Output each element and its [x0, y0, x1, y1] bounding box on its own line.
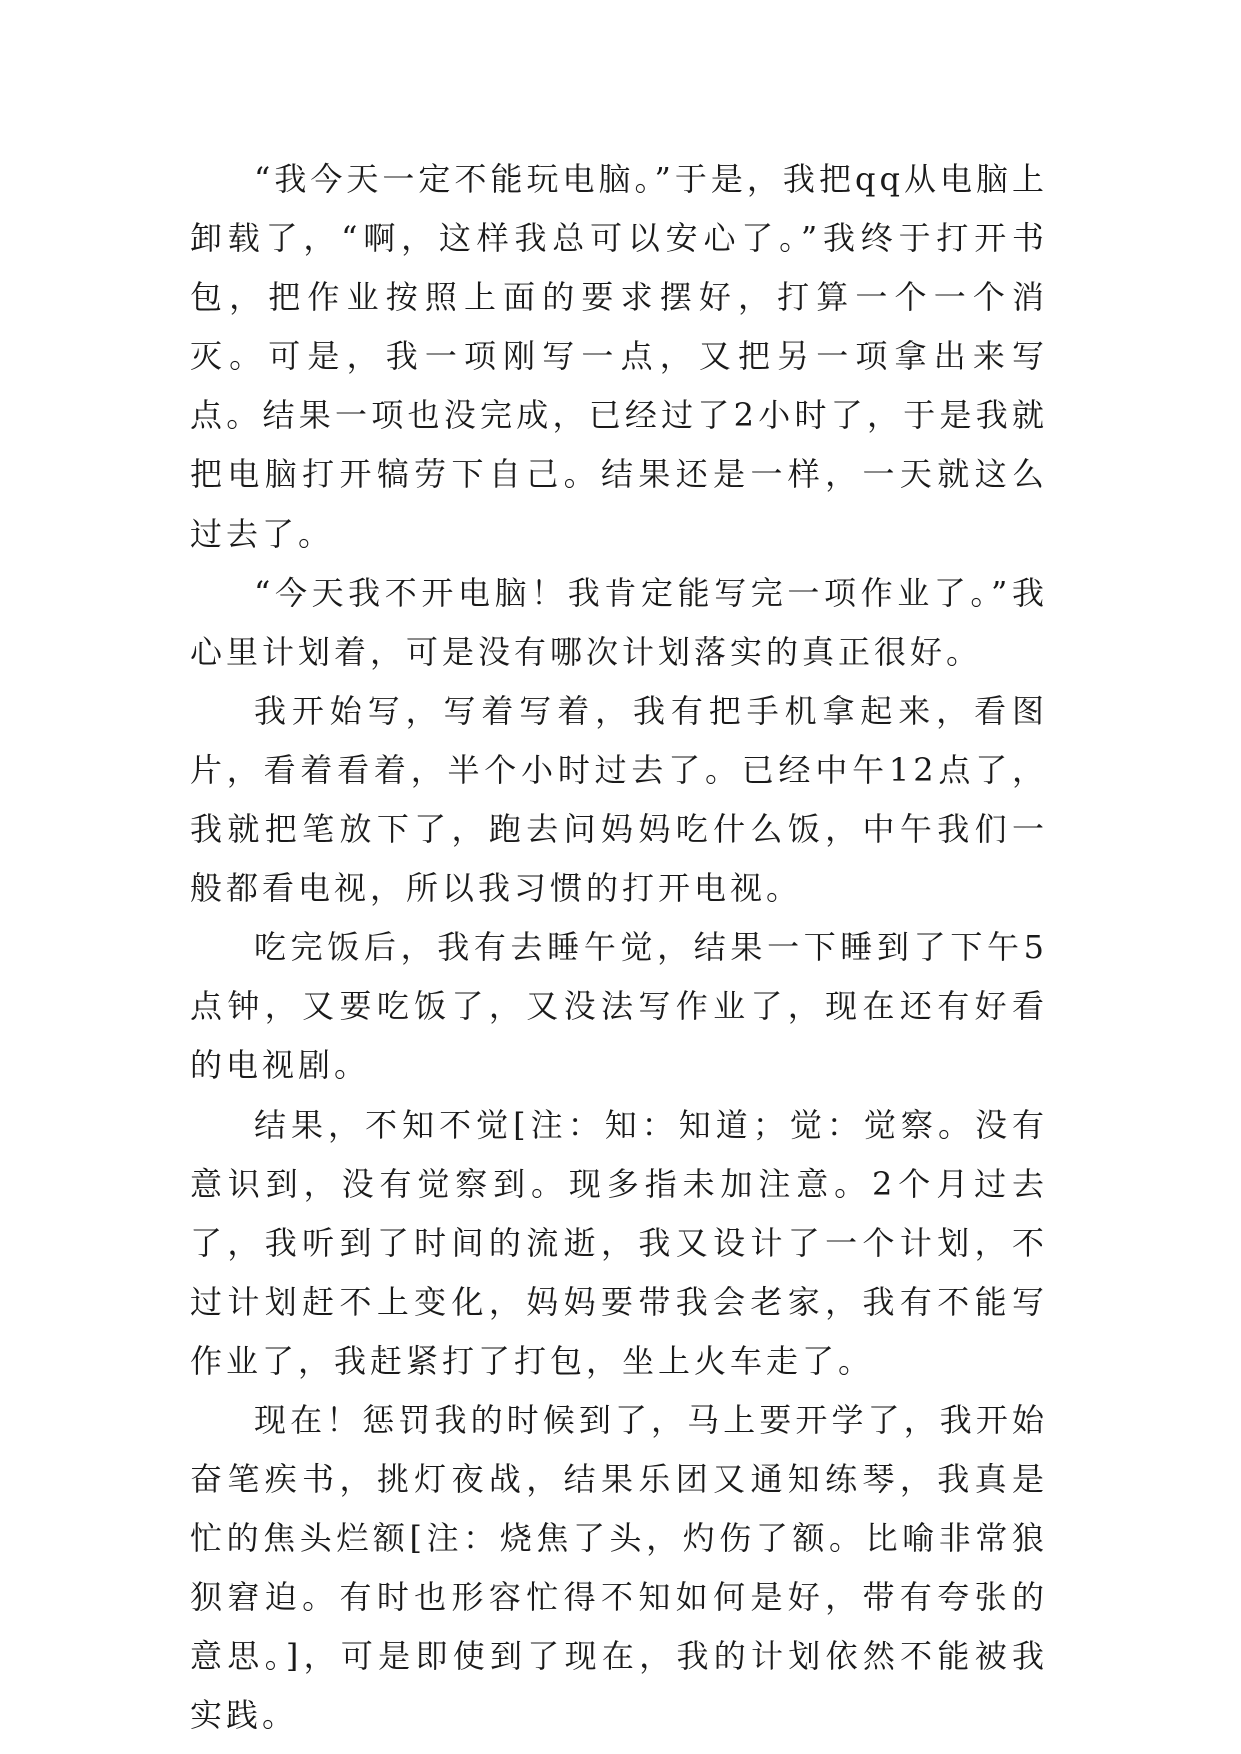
- paragraph-4: 吃完饭后，我有去睡午觉，结果一下睡到了下午5点钟，又要吃饭了，又没法写作业了，现在还有好看的电视剧。: [190, 928, 1048, 1085]
- document-body: [190, 150, 1048, 1746]
- paragraph-2: “今天我不开电脑！我肯定能写完一项作业了。”我心里计划着，可是没有哪次计划落实的真正很好。: [190, 573, 1048, 671]
- paragraph-6: 现在！惩罚我的时候到了，马上要开学了，我开始奋笔疾书，挑灯夜战，结果乐团又通知练琴，我真是忙的焦头烂额[注：烧焦了头，灼伤了额。比喻非常狼狈窘迫。有时也形容忙得不知如何是好，带有夸张的意思。]，可是即使到了现在，我的计划依然不能被我实践。: [190, 1400, 1048, 1735]
- paragraph-5: 结果，不知不觉[注：知：知道；觉：觉察。没有意识到，没有觉察到。现多指未加注意。2个月过去了，我听到了时间的流逝，我又设计了一个计划，不过计划赶不上变化，妈妈要带我会老家，我有不能写作业了，我赶紧打了打包，坐上火车走了。: [190, 1105, 1048, 1380]
- paragraph-3: 我开始写，写着写着，我有把手机拿起来，看图片，看着看着，半个小时过去了。已经中午12点了，我就把笔放下了，跑去问妈妈吃什么饭，中午我们一般都看电视，所以我习惯的打开电视。: [190, 691, 1048, 908]
- paragraph-1: “我今天一定不能玩电脑。”于是，我把qq从电脑上卸载了，“啊，这样我总可以安心了。”我终于打开书包，把作业按照上面的要求摆好，打算一个一个消灭。可是，我一项刚写一点，又把另一项拿出来写点。结果一项也没完成，已经过了2小时了，于是我就把电脑打开犒劳下自己。结果还是一样，一天就这么过去了。: [190, 160, 1048, 553]
